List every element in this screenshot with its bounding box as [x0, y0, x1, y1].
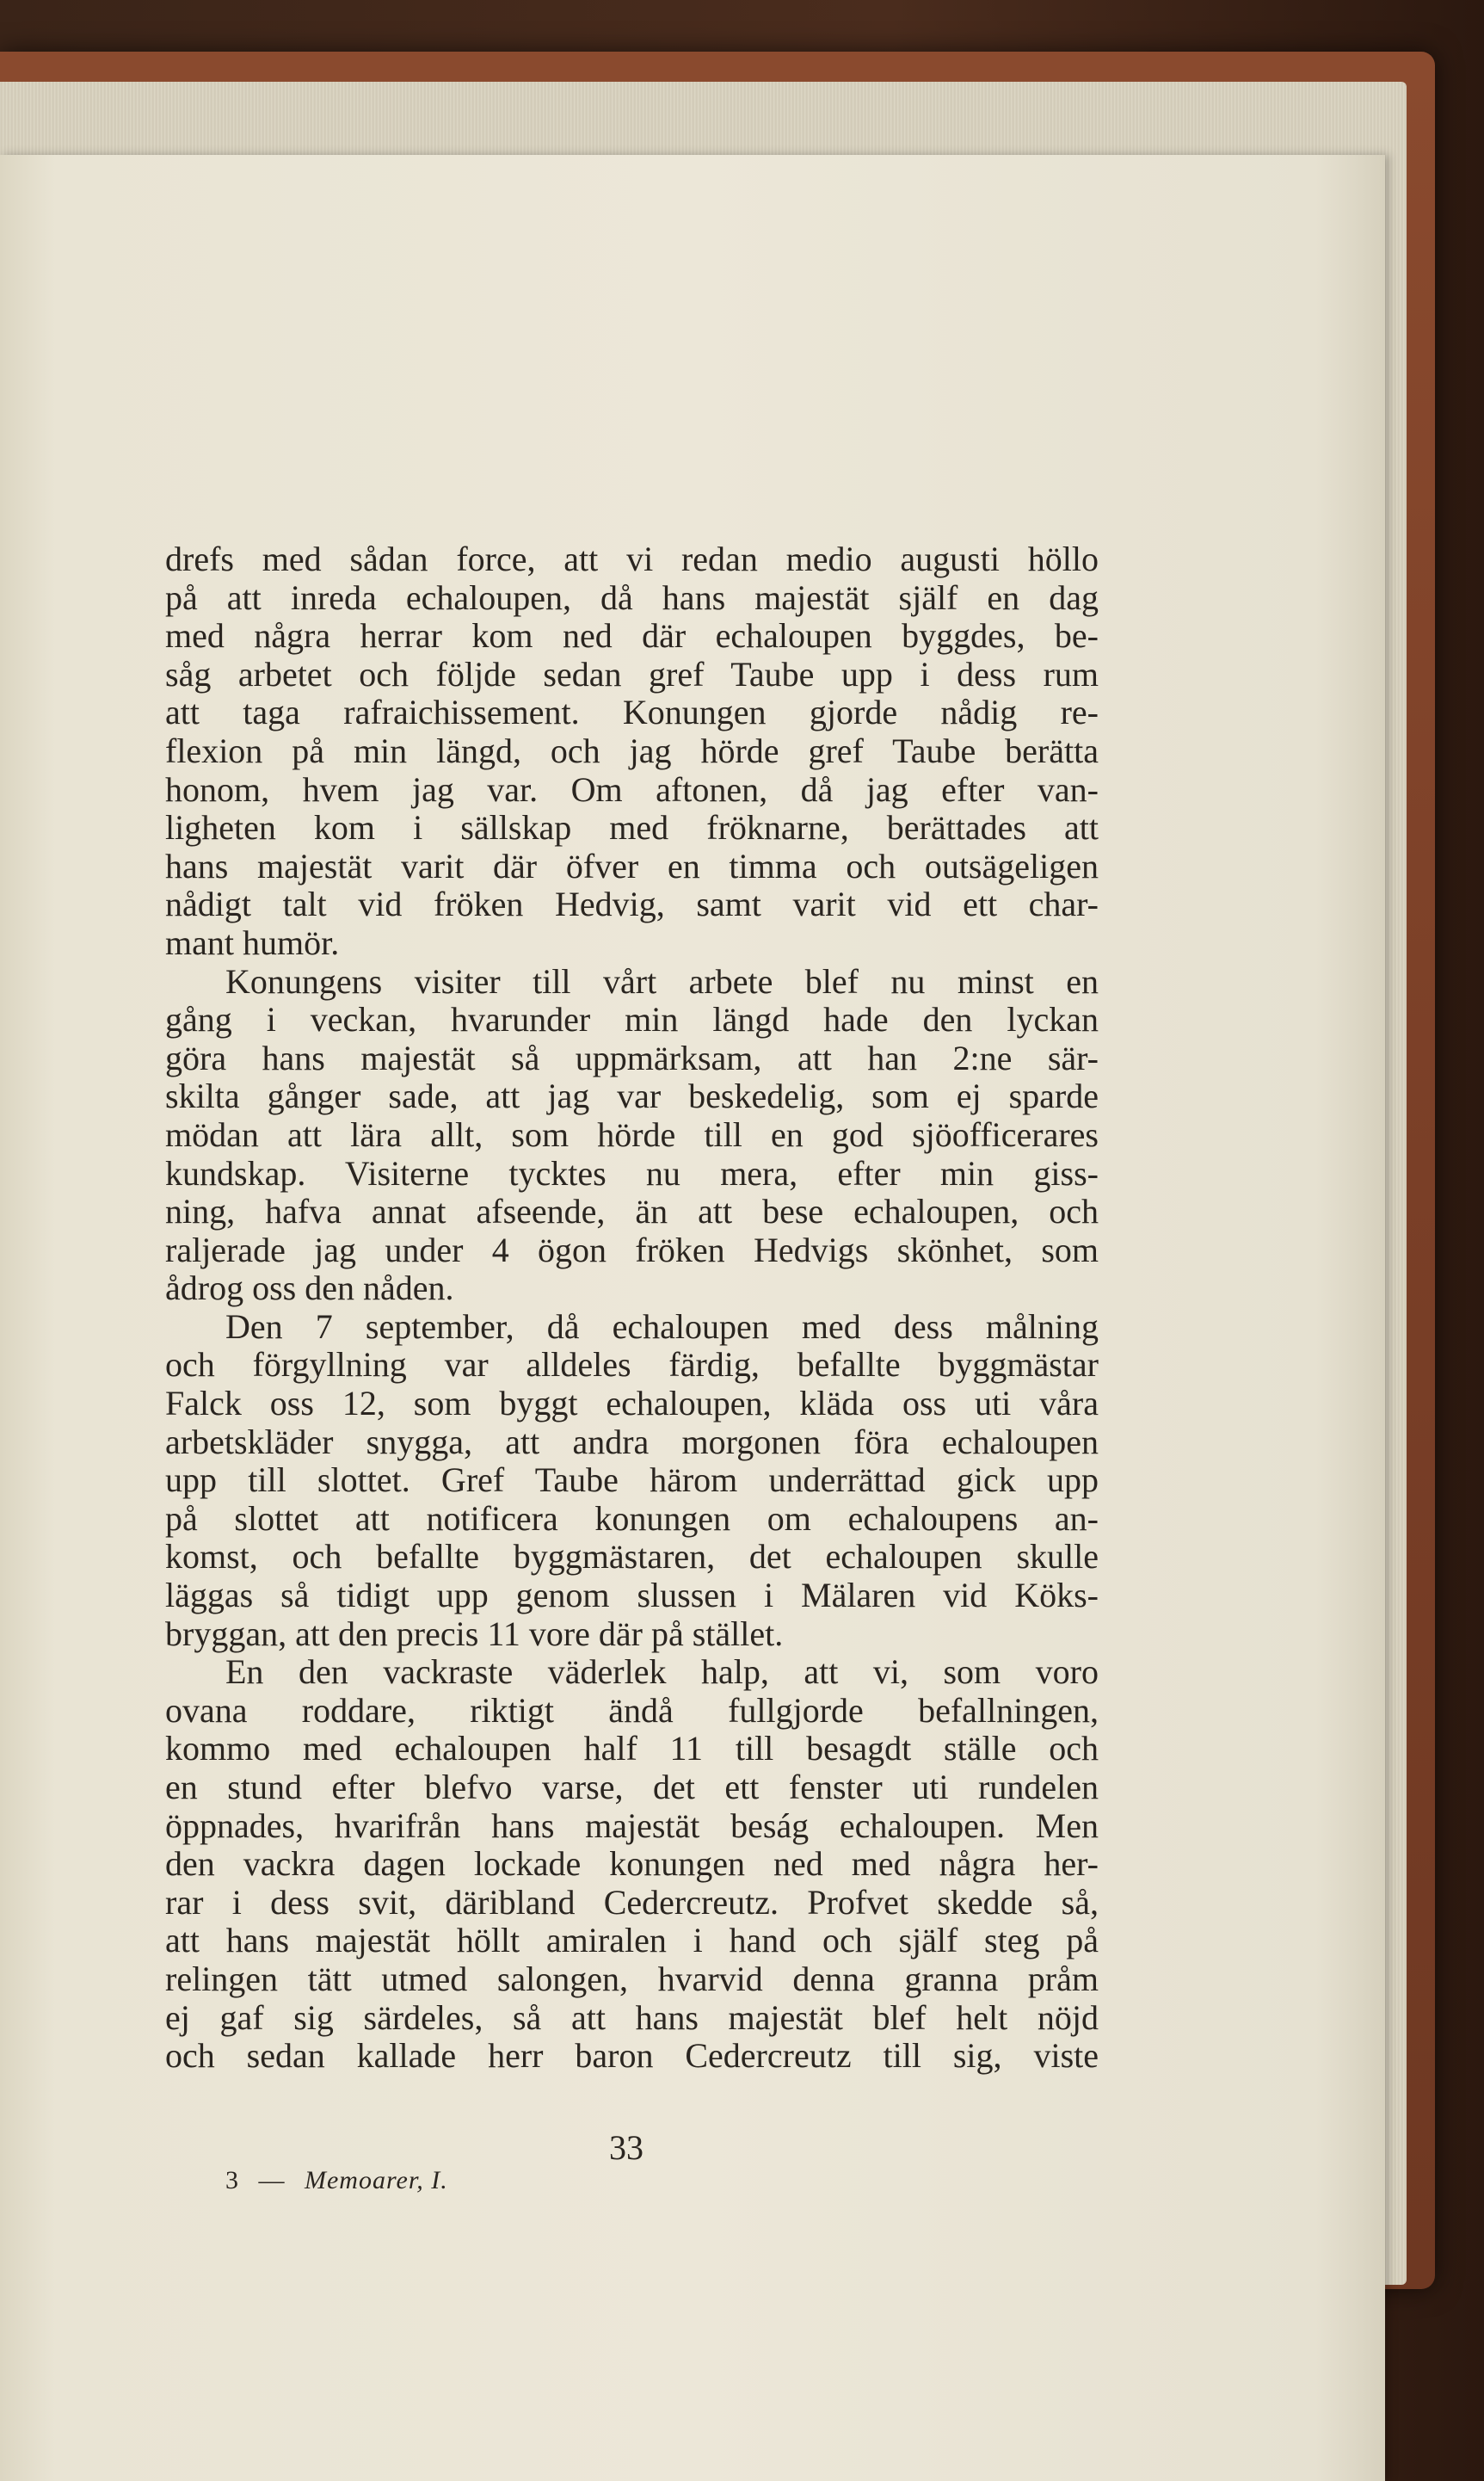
- text-line: flexion på min längd, och jag hörde gref Taube berätta: [165, 731, 1099, 770]
- text-line: mödan att lära allt, som hörde till en god sjöofficerares: [165, 1114, 1099, 1154]
- text-line: bryggan, att den precis 11 vore där på stället.: [165, 1614, 784, 1653]
- text-line: mant humör.: [165, 923, 340, 962]
- text-line: nådigt talt vid fröken Hedvig, samt varit vid ett char-: [165, 885, 1099, 924]
- text-line: gång i veckan, hvarunder min längd hade den lyckan: [165, 1000, 1099, 1040]
- text-line: honom, hvem jag var. Om aftonen, då jag efter van-: [165, 769, 1099, 809]
- text-line: den vackra dagen lockade konungen ned med några her-: [165, 1844, 1099, 1884]
- text-line: på att inreda echaloupen, då hans majestät själf en dag: [165, 577, 1099, 617]
- text-line: läggas så tidigt upp genom slussen i Mälaren vid Köks-: [165, 1576, 1099, 1615]
- book-page: [0, 155, 1385, 2481]
- text-line: ådrog oss den nåden.: [165, 1268, 454, 1308]
- text-line: ning, hafva annat afseende, än att bese echaloupen, och: [165, 1192, 1099, 1231]
- text-line: ligheten kom i sällskap med fröknarne, berättades att: [165, 808, 1099, 848]
- text-line: såg arbetet och följde sedan gref Taube upp i dess rum: [165, 654, 1099, 694]
- signature-mark: [225, 2166, 448, 2195]
- body-text: [165, 540, 1099, 2076]
- text-line: ej gaf sig särdeles, så att hans majestät blef helt nöjd: [165, 1997, 1099, 2037]
- text-line: En den vackraste väderlek halp, att vi, som voro: [225, 1652, 1099, 1692]
- signature-dash: —: [258, 2166, 286, 2194]
- text-line: rar i dess svit, däribland Cedercreutz. Profvet skedde så,: [165, 1882, 1099, 1922]
- text-line: med några herrar kom ned där echaloupen byggdes, be-: [165, 616, 1099, 656]
- text-line: kommo med echaloupen half 11 till besagdt ställe och: [165, 1729, 1099, 1768]
- text-line: ovana roddare, riktigt ändå fullgjorde befallningen,: [165, 1690, 1099, 1730]
- text-line: upp till slottet. Gref Taube härom underrättad gick upp: [165, 1460, 1099, 1500]
- text-line: en stund efter blefvo varse, det ett fenster uti rundelen: [165, 1768, 1099, 1806]
- page-number: 33: [609, 2128, 643, 2167]
- text-line: på slottet att notificera konungen om echaloupens an-: [165, 1498, 1099, 1538]
- text-line: skilta gånger sade, att jag var beskedelig, som ej sparde: [165, 1077, 1099, 1116]
- text-line: och sedan kallade herr baron Cedercreutz till sig, viste: [165, 2036, 1099, 2076]
- text-line: Falck oss 12, som byggt echaloupen, kläda oss uti våra: [165, 1384, 1099, 1423]
- signature-number: 3: [225, 2166, 239, 2194]
- text-line: drefs med sådan force, att vi redan medio augusti höllo: [165, 540, 1099, 578]
- text-line: Den 7 september, då echaloupen med dess målning: [225, 1306, 1099, 1346]
- text-line: komst, och befallte byggmästaren, det echaloupen skulle: [165, 1537, 1099, 1577]
- text-line: Konungens visiter till vårt arbete blef nu minst en: [225, 961, 1099, 1001]
- text-line: göra hans majestät så uppmärksam, att han 2:ne sär-: [165, 1038, 1099, 1077]
- text-line: relingen tätt utmed salongen, hvarvid denna granna pråm: [165, 1959, 1099, 1998]
- text-line: att hans majestät höllt amiralen i hand och själf steg på: [165, 1921, 1099, 1960]
- text-line: kundskap. Visiterne tycktes nu mera, efter min giss-: [165, 1153, 1099, 1193]
- text-line: hans majestät varit där öfver en timma och outsägeligen: [165, 846, 1099, 886]
- text-line: och förgyllning var alldeles färdig, befallte byggmästar: [165, 1345, 1099, 1385]
- text-line: raljerade jag under 4 ögon fröken Hedvigs skönhet, som: [165, 1230, 1099, 1269]
- text-line: att taga rafraichissement. Konungen gjorde nådig re-: [165, 693, 1099, 732]
- text-line: öppnades, hvarifrån hans majestät beság echaloupen. Men: [165, 1805, 1099, 1845]
- signature-title: Memoarer, I.: [305, 2166, 448, 2194]
- text-line: arbetskläder snygga, att andra morgonen föra echaloupen: [165, 1422, 1099, 1461]
